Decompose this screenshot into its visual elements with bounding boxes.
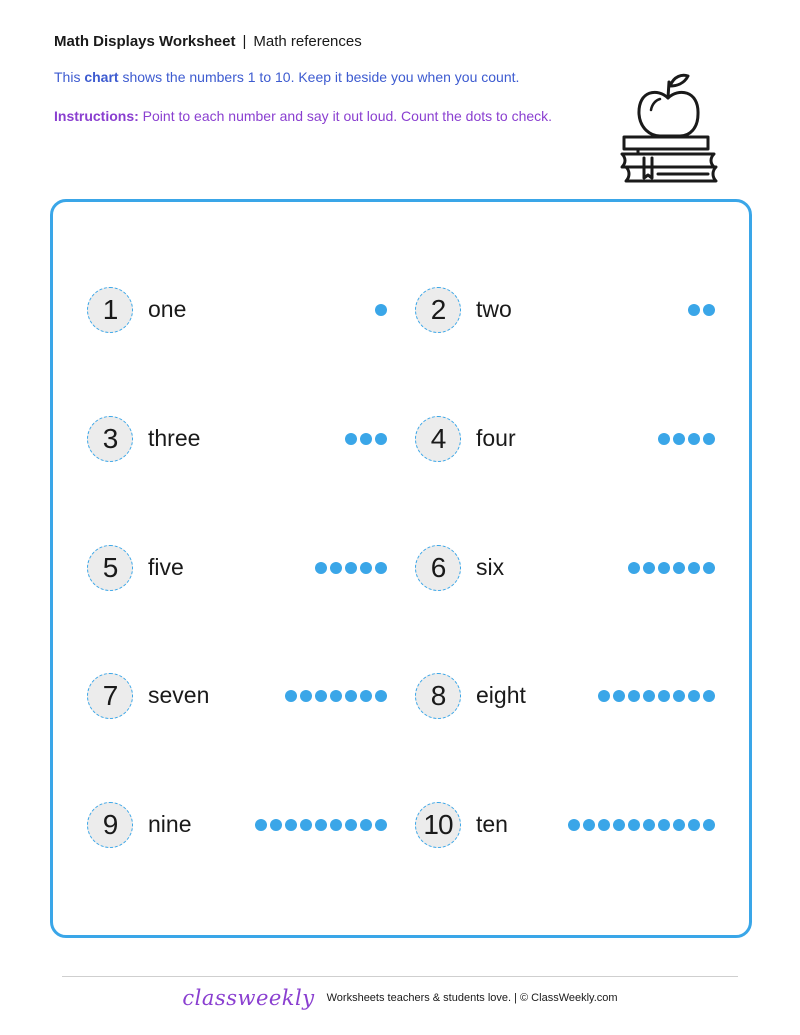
count-dot xyxy=(315,819,327,831)
numeral-badge: 2 xyxy=(415,287,461,333)
count-dot xyxy=(703,304,715,316)
number-item-four xyxy=(415,415,715,465)
worksheet-title: Math Displays Worksheet xyxy=(54,33,236,50)
instructions-body: Point to each number and say it out loud. Count the dots to check. xyxy=(138,108,553,124)
instructions-text xyxy=(54,107,554,126)
number-word: five xyxy=(148,554,184,580)
count-dots xyxy=(628,562,715,574)
worksheet-header xyxy=(54,33,362,50)
count-dot xyxy=(688,433,700,445)
count-dot xyxy=(330,562,342,574)
number-word: eight xyxy=(476,682,526,708)
count-dot xyxy=(375,562,387,574)
numeral-badge: 1 xyxy=(87,287,133,333)
numeral-badge: 8 xyxy=(415,673,461,719)
count-dot xyxy=(628,690,640,702)
count-dots xyxy=(658,433,715,445)
count-dot xyxy=(285,819,297,831)
count-dots xyxy=(375,304,387,316)
count-dots xyxy=(285,690,387,702)
footer-divider xyxy=(62,976,738,977)
numeral-badge: 10 xyxy=(415,802,461,848)
numeral-badge: 6 xyxy=(415,545,461,591)
count-dot xyxy=(643,690,655,702)
count-dot xyxy=(703,690,715,702)
count-dot xyxy=(658,433,670,445)
count-dot xyxy=(688,690,700,702)
count-dot xyxy=(583,819,595,831)
count-dot xyxy=(673,819,685,831)
number-item-two xyxy=(415,286,715,336)
count-dot xyxy=(345,690,357,702)
count-dot xyxy=(688,819,700,831)
numeral-badge: 5 xyxy=(87,545,133,591)
number-word: ten xyxy=(476,811,508,837)
footer-tagline: Worksheets teachers & students love. | © ClassWeekly.com xyxy=(326,992,618,1004)
count-dot xyxy=(598,690,610,702)
count-dot xyxy=(703,433,715,445)
instructions-label: Instructions: xyxy=(54,108,139,124)
numeral-badge: 7 xyxy=(87,673,133,719)
number-word: four xyxy=(476,425,516,451)
count-dot xyxy=(375,690,387,702)
number-item-ten xyxy=(415,801,715,851)
brand-logo: classweekly xyxy=(182,986,315,1010)
intro-post: shows the numbers 1 to 10. Keep it beside you when you count. xyxy=(118,69,520,85)
count-dot xyxy=(330,690,342,702)
intro-pre: This xyxy=(54,69,85,85)
count-dot xyxy=(255,819,267,831)
count-dots xyxy=(315,562,387,574)
count-dot xyxy=(628,819,640,831)
count-dot xyxy=(360,819,372,831)
count-dots xyxy=(255,819,387,831)
count-dot xyxy=(658,562,670,574)
count-dot xyxy=(345,562,357,574)
number-word: two xyxy=(476,296,512,322)
numeral-badge: 3 xyxy=(87,416,133,462)
count-dot xyxy=(673,690,685,702)
count-dot xyxy=(673,562,685,574)
count-dot xyxy=(360,690,372,702)
count-dot xyxy=(375,819,387,831)
number-item-five xyxy=(87,544,387,594)
count-dot xyxy=(598,819,610,831)
number-item-three xyxy=(87,415,387,465)
count-dot xyxy=(643,819,655,831)
count-dot xyxy=(568,819,580,831)
count-dot xyxy=(315,690,327,702)
count-dots xyxy=(598,690,715,702)
count-dot xyxy=(375,304,387,316)
number-word: nine xyxy=(148,811,192,837)
count-dot xyxy=(658,819,670,831)
number-item-nine xyxy=(87,801,387,851)
number-word: seven xyxy=(148,682,210,708)
count-dot xyxy=(658,690,670,702)
count-dot xyxy=(360,433,372,445)
count-dot xyxy=(285,690,297,702)
count-dot xyxy=(643,562,655,574)
worksheet-subtitle: Math references xyxy=(253,33,362,50)
count-dot xyxy=(300,819,312,831)
number-word: three xyxy=(148,425,201,451)
count-dot xyxy=(703,819,715,831)
count-dot xyxy=(613,819,625,831)
number-word: one xyxy=(148,296,187,322)
count-dot xyxy=(345,819,357,831)
count-dot xyxy=(345,433,357,445)
count-dots xyxy=(688,304,715,316)
numeral-badge: 4 xyxy=(415,416,461,462)
number-item-eight xyxy=(415,672,715,722)
intro-text xyxy=(54,69,614,85)
number-item-one xyxy=(87,286,387,336)
numeral-badge: 9 xyxy=(87,802,133,848)
header-separator: | xyxy=(242,33,247,50)
count-dot xyxy=(613,690,625,702)
intro-bold: chart xyxy=(84,69,119,85)
count-dots xyxy=(345,433,387,445)
count-dot xyxy=(270,819,282,831)
count-dot xyxy=(688,304,700,316)
count-dot xyxy=(315,562,327,574)
count-dot xyxy=(360,562,372,574)
count-dot xyxy=(300,690,312,702)
footer xyxy=(0,986,800,1010)
count-dot xyxy=(688,562,700,574)
count-dots xyxy=(568,819,715,831)
count-dot xyxy=(375,433,387,445)
count-dot xyxy=(703,562,715,574)
count-dot xyxy=(673,433,685,445)
count-dot xyxy=(330,819,342,831)
apple-on-books-icon xyxy=(618,70,722,188)
count-dot xyxy=(628,562,640,574)
number-item-six xyxy=(415,544,715,594)
number-item-seven xyxy=(87,672,387,722)
number-word: six xyxy=(476,554,505,580)
